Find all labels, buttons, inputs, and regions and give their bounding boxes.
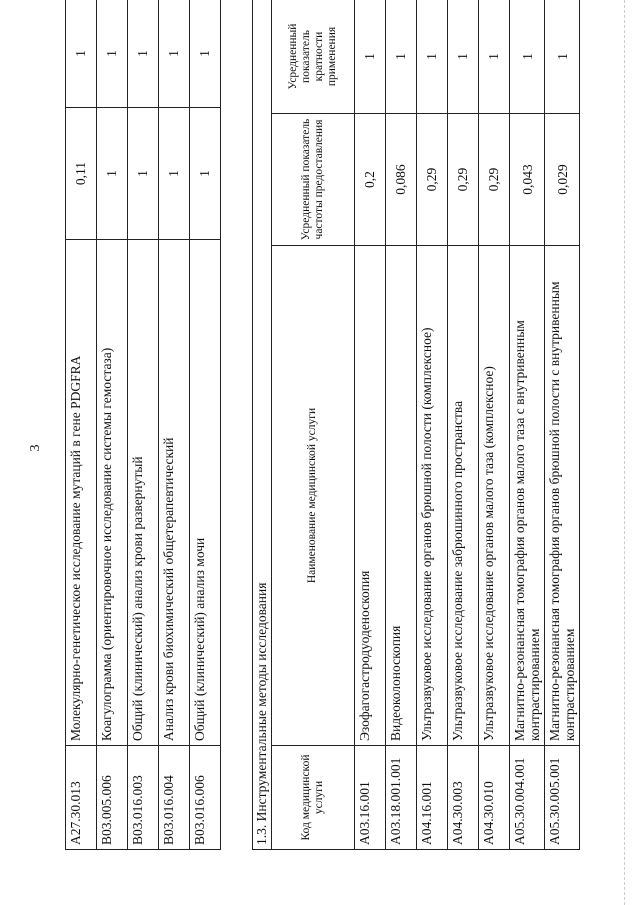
frequency-value: 1 [97,108,128,240]
frequency-value: 0,29 [448,114,479,246]
service-code: A05.30.004.001 [510,746,545,850]
header-multiplicity: Усредненный показатель кратности применения [272,0,355,114]
multiplicity-value: 1 [386,0,417,114]
service-code: A04.30.010 [479,746,510,850]
frequency-value: 0,029 [545,114,580,246]
frequency-value: 0,043 [510,114,545,246]
table-row [448,0,479,850]
frequency-value: 1 [128,108,159,240]
table-row [128,0,159,850]
multiplicity-value: 1 [545,0,580,114]
service-name: Анализ крови биохимический общетерапевтический [159,240,190,746]
instrumental-methods-table [252,0,580,850]
multiplicity-value: 1 [66,0,97,108]
frequency-value: 0,11 [66,108,97,240]
rotated-page-content [65,0,635,850]
service-code: B03.016.004 [159,746,190,850]
service-name: Ультразвуковое исследование органов малого таза (комплексное) [479,246,510,746]
table-row [355,0,386,850]
table-row [386,0,417,850]
service-code: A27.30.013 [66,746,97,850]
service-name: Видеоколоноскопия [386,246,417,746]
table-row [545,0,580,850]
service-name: Молекулярно-генетическое исследование мутаций в гене PDGFRA [66,240,97,746]
service-name: Коагулограмма (ориентировочное исследование системы гемостаза) [97,240,128,746]
header-row [272,0,355,850]
service-code: A03.16.001 [355,746,386,850]
table-row [417,0,448,850]
multiplicity-value: 1 [190,0,221,108]
page-number: 3 [28,444,43,452]
table-row [66,0,97,850]
header-code: Код медицинской услуги [272,746,355,850]
service-code: A04.16.001 [417,746,448,850]
lab-tests-table [65,0,221,850]
service-name: Магнитно-резонансная томография органов малого таза с внутривенным контрастированием [510,246,545,746]
table-row [159,0,190,850]
service-code: A04.30.003 [448,746,479,850]
multiplicity-value: 1 [510,0,545,114]
service-code: B03.016.006 [190,746,221,850]
header-name: Наименование медицинской услуги [272,246,355,746]
frequency-value: 0,2 [355,114,386,246]
table-row [510,0,545,850]
service-code: A05.30.005.001 [545,746,580,850]
service-code: A03.18.001.001 [386,746,417,850]
multiplicity-value: 1 [479,0,510,114]
service-name: Ультразвуковое исследование забрюшинного пространства [448,246,479,746]
section-title: 1.3. Инструментальные методы исследования [253,0,272,850]
service-name: Магнитно-резонансная томография органов брюшной полости с внутривенным контрастированием [545,246,580,746]
frequency-value: 1 [190,108,221,240]
service-name: Общий (клинический) анализ мочи [190,240,221,746]
multiplicity-value: 1 [128,0,159,108]
frequency-value: 0,086 [386,114,417,246]
service-name: Общий (клинический) анализ крови развернутый [128,240,159,746]
table-row [190,0,221,850]
section-row [253,0,272,850]
header-frequency: Усредненный показатель частоты предоставления [272,114,355,246]
multiplicity-value: 1 [355,0,386,114]
service-name: Эзофагогастродуоденоскопия [355,246,386,746]
frequency-value: 1 [159,108,190,240]
table-row [479,0,510,850]
multiplicity-value: 1 [417,0,448,114]
table-row [97,0,128,850]
frequency-value: 0,29 [417,114,448,246]
service-name: Ультразвуковое исследование органов брюшной полости (комплексное) [417,246,448,746]
service-code: B03.016.003 [128,746,159,850]
multiplicity-value: 1 [97,0,128,108]
frequency-value: 0,29 [479,114,510,246]
service-code: B03.005.006 [97,746,128,850]
multiplicity-value: 1 [448,0,479,114]
multiplicity-value: 1 [159,0,190,108]
